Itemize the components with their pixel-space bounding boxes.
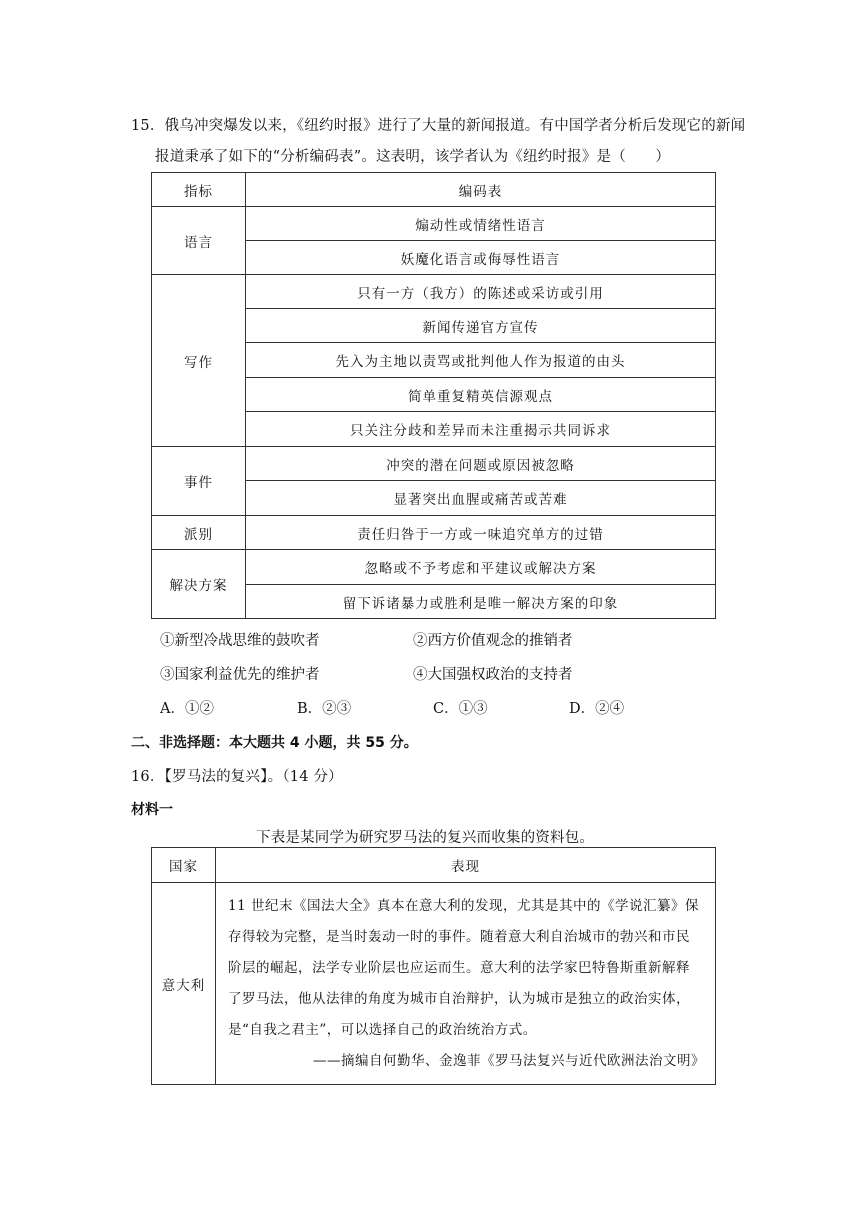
indicator-cell: 解决方案 xyxy=(152,550,246,619)
coding-cell: 先入为主地以责骂或批判他人作为报道的由头 xyxy=(246,343,716,378)
table-row xyxy=(152,275,716,309)
statement-1: ①新型冷战思维的鼓吹者 xyxy=(160,633,320,649)
table-header-row xyxy=(152,848,716,883)
material-caption: 下表是某同学为研究罗马法的复兴而收集的资料包。 xyxy=(256,830,595,846)
indicator-cell: 派别 xyxy=(152,516,246,550)
indicator-cell: 语言 xyxy=(152,207,246,275)
country-cell: 意大利 xyxy=(152,883,216,1085)
coding-cell: 冲突的潜在问题或原因被忽略 xyxy=(246,447,716,481)
q15-coding-table xyxy=(151,172,716,619)
q16-title: 16．【罗马法的复兴】。（14 分） xyxy=(131,769,343,785)
option-d: D．②④ xyxy=(569,701,625,717)
coding-cell: 简单重复精英信源观点 xyxy=(246,378,716,412)
material-line: 了罗马法，他从法律的角度为城市自治辩护，认为城市是独立的政治实体， xyxy=(228,990,690,1007)
section-heading: 二、非选择题：本大题共 4 小题，共 55 分。 xyxy=(131,735,418,751)
option-c: C．①③ xyxy=(433,701,488,717)
table-row xyxy=(152,516,716,550)
indicator-cell: 写作 xyxy=(152,275,246,447)
statement-2: ②西方价值观念的推销者 xyxy=(413,633,573,649)
coding-cell: 新闻传递官方宣传 xyxy=(246,309,716,343)
table-row xyxy=(152,550,716,585)
q15-stem-line2: 报道秉承了如下的“分析编码表”。这表明，该学者认为《纽约时报》是（ ） xyxy=(155,149,671,165)
coding-cell: 显著突出血腥或痛苦或苦难 xyxy=(246,481,716,516)
material-line: 是“自我之君主”，可以选择自己的政治统治方式。 xyxy=(228,1021,537,1038)
option-b: B．②③ xyxy=(297,701,352,717)
material-source: ——摘编自何勤华、金逸菲《罗马法复兴与近代欧洲法治文明》 xyxy=(313,1052,705,1069)
option-a: A．①② xyxy=(160,701,214,717)
coding-cell: 煽动性或情绪性语言 xyxy=(246,207,716,241)
coding-cell: 只关注分歧和差异而未注重揭示共同诉求 xyxy=(246,412,716,447)
material-label: 材料一 xyxy=(131,802,173,818)
indicator-cell: 事件 xyxy=(152,447,246,516)
coding-cell: 妖魔化语言或侮辱性语言 xyxy=(246,241,716,275)
coding-cell: 留下诉诸暴力或胜利是唯一解决方案的印象 xyxy=(246,585,716,619)
q15-stem-line1: 15．俄乌冲突爆发以来，《纽约时报》进行了大量的新闻报道。有中国学者分析后发现它的新闻 xyxy=(131,118,746,134)
statement-3: ③国家利益优先的维护者 xyxy=(160,667,320,683)
header-coding: 编码表 xyxy=(246,173,716,207)
coding-cell: 责任归咎于一方或一味追究单方的过错 xyxy=(246,516,716,550)
header-country: 国家 xyxy=(152,848,216,883)
table-row xyxy=(152,883,716,1085)
material-line: 阶层的崛起，法学专业阶层也应运而生。意大利的法学家巴特鲁斯重新解释 xyxy=(228,959,690,976)
q16-material-table xyxy=(151,847,716,1085)
coding-cell: 只有一方（我方）的陈述或采访或引用 xyxy=(246,275,716,309)
material-line: 存得较为完整，是当时轰动一时的事件。随着意大利自治城市的勃兴和市民 xyxy=(228,928,690,945)
material-line: 11 世纪末《国法大全》真本在意大利的发现，尤其是其中的《学说汇纂》保 xyxy=(228,897,699,914)
performance-cell xyxy=(216,883,716,1085)
table-row xyxy=(152,447,716,481)
statement-4: ④大国强权政治的支持者 xyxy=(413,667,573,683)
coding-cell: 忽略或不予考虑和平建议或解决方案 xyxy=(246,550,716,585)
table-row xyxy=(152,207,716,241)
table-header-row xyxy=(152,173,716,207)
header-performance: 表现 xyxy=(216,848,716,883)
header-indicator: 指标 xyxy=(152,173,246,207)
